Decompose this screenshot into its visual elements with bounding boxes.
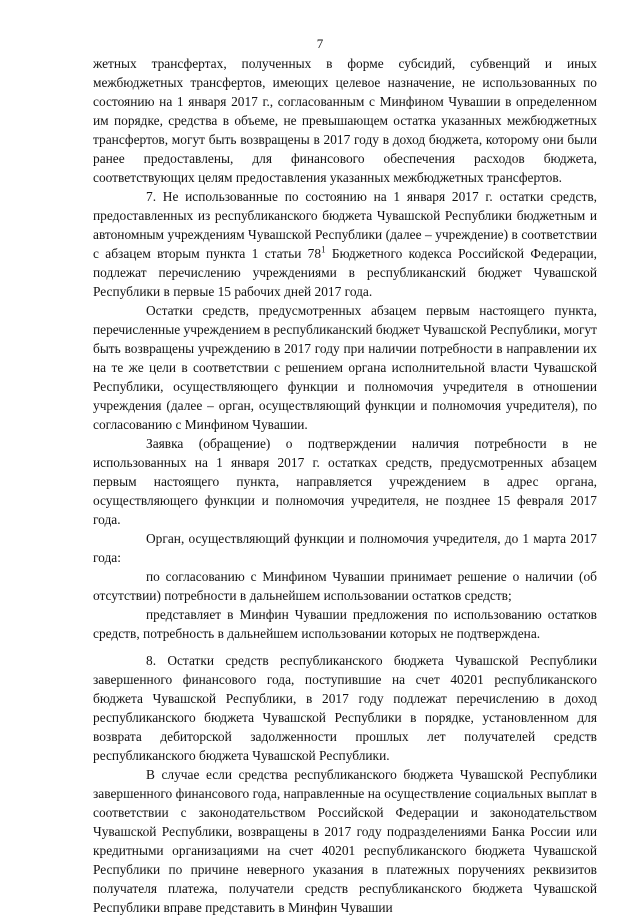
paragraph-social-payments: В случае если средства республиканского бюджета Чувашской Республики завершенного финансового года, направленные на осуществление социальных выплат в соответствии с законодательством Российской Федерации и законодательством Чувашской Республики, возвращены в 2017 году подразделениями Банка России или кредитными организациями на счет 40201 республиканского бюджета Чувашской Республики по причине неверного указания в платежных поручениях реквизитов получателя платежа, получатели средств республиканского бюджета Чувашской Республики вправе представить в Минфин Чувашии bbox=[93, 767, 597, 915]
footnote-superscript: 1 bbox=[321, 244, 326, 255]
document-body bbox=[93, 54, 597, 917]
paragraph-item-7 bbox=[93, 187, 597, 301]
paragraph-continuation: жетных трансфертах, полученных в форме субсидий, субвенций и иных межбюджетных трансфертов, имеющих целевое назначение, не использованных по состоянию на 1 января 2017 г., согласованным с Минфином Чувашии в определенном им порядке, средства в объеме, не превышающем остатка указанных межбюджетных трансфертов, могут быть возвращены в 2017 году в доход бюджета, которому они были ранее предоставлены, для финансового обеспечения расходов бюджета, соответствующих целям предоставления указанных межбюджетных трансфертов. bbox=[93, 56, 597, 185]
paragraph-founder-body: Орган, осуществляющий функции и полномочия учредителя, до 1 марта 2017 года: bbox=[93, 531, 597, 565]
item-7-text-end: Бюджетного кодекса Российской Федерации, подлежат перечислению учреждениями в республиканский бюджет Чувашской Республики в первые 15 рабочих дней 2017 года. bbox=[93, 246, 597, 299]
paragraph-decision: по согласованию с Минфином Чувашии принимает решение о наличии (об отсутствии) потребности в дальнейшем использовании остатков средств; bbox=[93, 569, 597, 603]
item-7-text-start: 7. Не использованные по состоянию на 1 января 2017 г. остатки средств, предоставленных из республиканского бюджета Чувашской Республики бюджетным и автономным учреждениям Чувашской Республики (далее – учреждение) в соответствии с абзацем вторым пункта 1 статьи 78 bbox=[93, 189, 597, 261]
page-number: 7 bbox=[316, 36, 324, 51]
paragraph-residuals-return: Остатки средств, предусмотренных абзацем первым настоящего пункта, перечисленные учреждением в республиканский бюджет Чувашской Республики, могут быть возвращены учреждению в 2017 году при наличии потребности в направлении их на те же цели в соответствии с решением органа исполнительной власти Чувашской Республики, осуществляющего функции и полномочия учредителя в отношении учреждения (далее – орган, осуществляющий функции и полномочия учредителя), по согласованию с Минфином Чувашии. bbox=[93, 303, 597, 432]
paragraph-proposals: представляет в Минфин Чувашии предложения по использованию остатков средств, потребность в дальнейшем использовании которых не подтверждена. bbox=[93, 607, 597, 641]
paragraph-application: Заявка (обращение) о подтверждении наличия потребности в не использованных на 1 января 2017 г. остатках средств, предусмотренных абзацем первым настоящего пункта, направляется учреждением в адрес органа, осуществляющего функции и полномочия учредителя, не позднее 15 февраля 2017 года. bbox=[93, 436, 597, 527]
paragraph-item-8: 8. Остатки средств республиканского бюджета Чувашской Республики завершенного финансового года, поступившие на счет 40201 республиканского бюджета Чувашской Республики, в 2017 году подлежат перечислению в доход республиканского бюджета Чувашской Республики в порядке, установленном для возврата дебиторской задолженности прошлых лет получателей средств республиканского бюджета Чувашской Республики. bbox=[93, 653, 597, 763]
